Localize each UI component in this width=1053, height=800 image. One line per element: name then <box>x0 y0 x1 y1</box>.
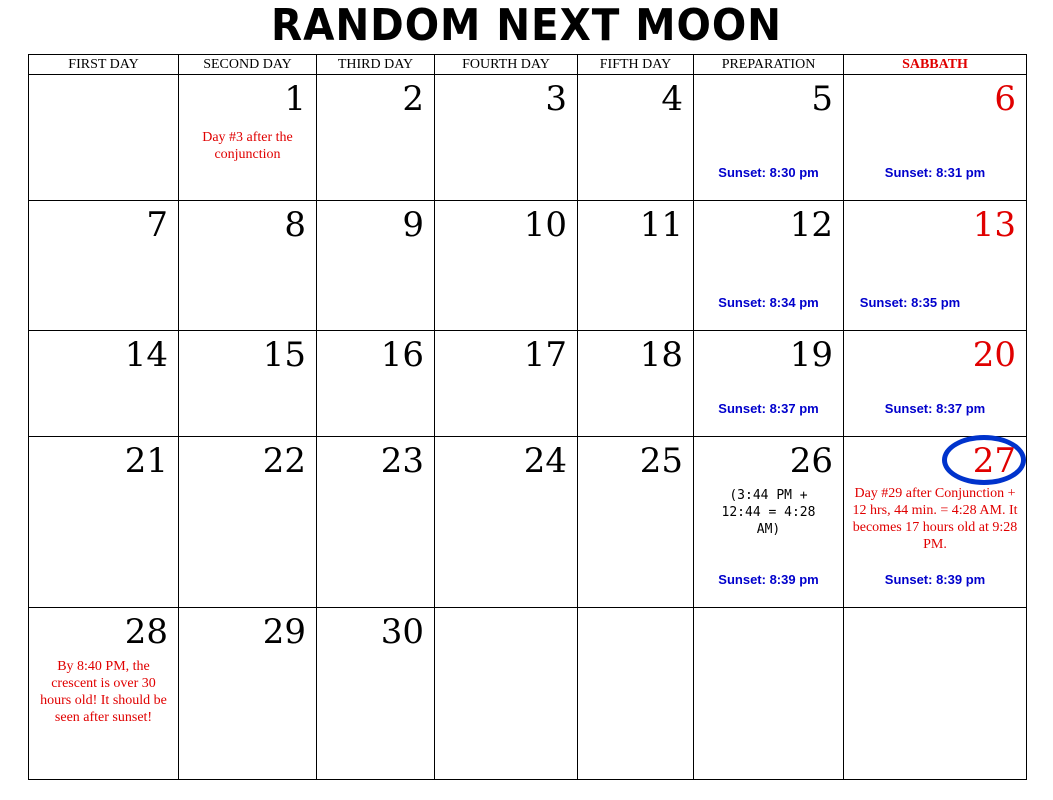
day-number: 7 <box>146 205 168 245</box>
day-cell <box>435 331 578 437</box>
week-row-2 <box>29 201 1027 331</box>
sunset-time: Sunset: 8:39 pm <box>718 572 819 587</box>
day-cell <box>179 75 317 201</box>
day-note: By 8:40 PM, the crescent is over 30 hours old! It should be seen after sunset! <box>40 659 167 725</box>
day-number: 10 <box>523 205 567 245</box>
day-number: 29 <box>262 612 306 652</box>
day-note: (3:44 PM + 12:44 = 4:28 AM) <box>721 488 816 537</box>
week-row-5 <box>29 608 1027 780</box>
day-number: 16 <box>380 335 424 375</box>
sunset-time: Sunset: 8:34 pm <box>718 295 819 310</box>
day-number: 19 <box>789 335 833 375</box>
day-number: 24 <box>523 441 567 481</box>
day-number: 15 <box>262 335 306 375</box>
day-number: 9 <box>402 205 424 245</box>
day-number: 27 <box>972 441 1016 481</box>
day-number: 18 <box>639 335 683 375</box>
week-row-4 <box>29 437 1027 608</box>
day-cell <box>694 608 844 780</box>
day-number: 21 <box>124 441 168 481</box>
day-cell <box>435 75 578 201</box>
header-fifth-day: FIFTH DAY <box>578 55 694 75</box>
day-number: 28 <box>124 612 168 652</box>
day-cell <box>179 201 317 331</box>
sunset-time: Sunset: 8:30 pm <box>718 165 819 180</box>
day-number: 13 <box>972 205 1016 245</box>
sunset-time: Sunset: 8:37 pm <box>718 401 819 416</box>
day-number: 4 <box>661 79 683 119</box>
header-sabbath: SABBATH <box>844 55 1027 75</box>
sunset-time: Sunset: 8:35 pm <box>859 295 961 310</box>
day-cell <box>578 331 694 437</box>
day-cell <box>694 331 844 437</box>
day-cell <box>435 608 578 780</box>
day-cell <box>578 75 694 201</box>
day-number: 12 <box>789 205 833 245</box>
day-cell <box>694 437 844 608</box>
week-row-3 <box>29 331 1027 437</box>
day-cell <box>844 437 1027 608</box>
day-cell <box>179 608 317 780</box>
day-number: 3 <box>545 79 567 119</box>
day-cell <box>29 201 179 331</box>
day-note: Day #29 after Conjunction + 12 hrs, 44 min. = 4:28 AM. It becomes 17 hours old at 9:28 PM. <box>852 486 1018 552</box>
day-cell <box>844 75 1027 201</box>
sunset-time: Sunset: 8:37 pm <box>884 401 986 416</box>
calendar-grid <box>28 54 1027 780</box>
day-cell <box>317 331 435 437</box>
day-number: 20 <box>972 335 1016 375</box>
day-cell <box>317 608 435 780</box>
day-cell <box>29 608 179 780</box>
day-cell <box>435 437 578 608</box>
header-first-day: FIRST DAY <box>29 55 179 75</box>
day-cell <box>29 437 179 608</box>
header-fourth-day: FOURTH DAY <box>435 55 578 75</box>
day-number: 2 <box>402 79 424 119</box>
header-third-day: THIRD DAY <box>317 55 435 75</box>
day-number: 14 <box>124 335 168 375</box>
day-cell <box>578 608 694 780</box>
day-cell <box>844 608 1027 780</box>
sunset-time: Sunset: 8:39 pm <box>884 572 986 587</box>
day-cell <box>29 331 179 437</box>
sunset-time: Sunset: 8:31 pm <box>884 165 986 180</box>
day-number: 11 <box>639 205 683 245</box>
day-cell <box>179 331 317 437</box>
day-number: 26 <box>789 441 833 481</box>
day-cell <box>317 437 435 608</box>
header-preparation: PREPARATION <box>694 55 844 75</box>
header-second-day: SECOND DAY <box>179 55 317 75</box>
day-number: 1 <box>284 79 306 119</box>
day-cell <box>844 201 1027 331</box>
day-number: 25 <box>639 441 683 481</box>
calendar-title: RANDOM NEXT MOON <box>271 0 782 51</box>
day-cell <box>694 75 844 201</box>
day-cell <box>694 201 844 331</box>
day-cell <box>317 201 435 331</box>
day-number: 23 <box>380 441 424 481</box>
day-cell <box>578 437 694 608</box>
day-cell <box>844 331 1027 437</box>
day-number: 8 <box>284 205 306 245</box>
day-number: 6 <box>994 79 1016 119</box>
day-number: 22 <box>262 441 306 481</box>
day-note: Day #3 after the conjunction <box>202 130 293 162</box>
day-cell <box>435 201 578 331</box>
weekday-header-row <box>29 55 1027 75</box>
day-number: 30 <box>380 612 424 652</box>
day-number: 17 <box>523 335 567 375</box>
day-number: 5 <box>811 79 833 119</box>
day-cell <box>317 75 435 201</box>
day-cell <box>179 437 317 608</box>
day-cell <box>29 75 179 201</box>
week-row-1 <box>29 75 1027 201</box>
day-cell <box>578 201 694 331</box>
